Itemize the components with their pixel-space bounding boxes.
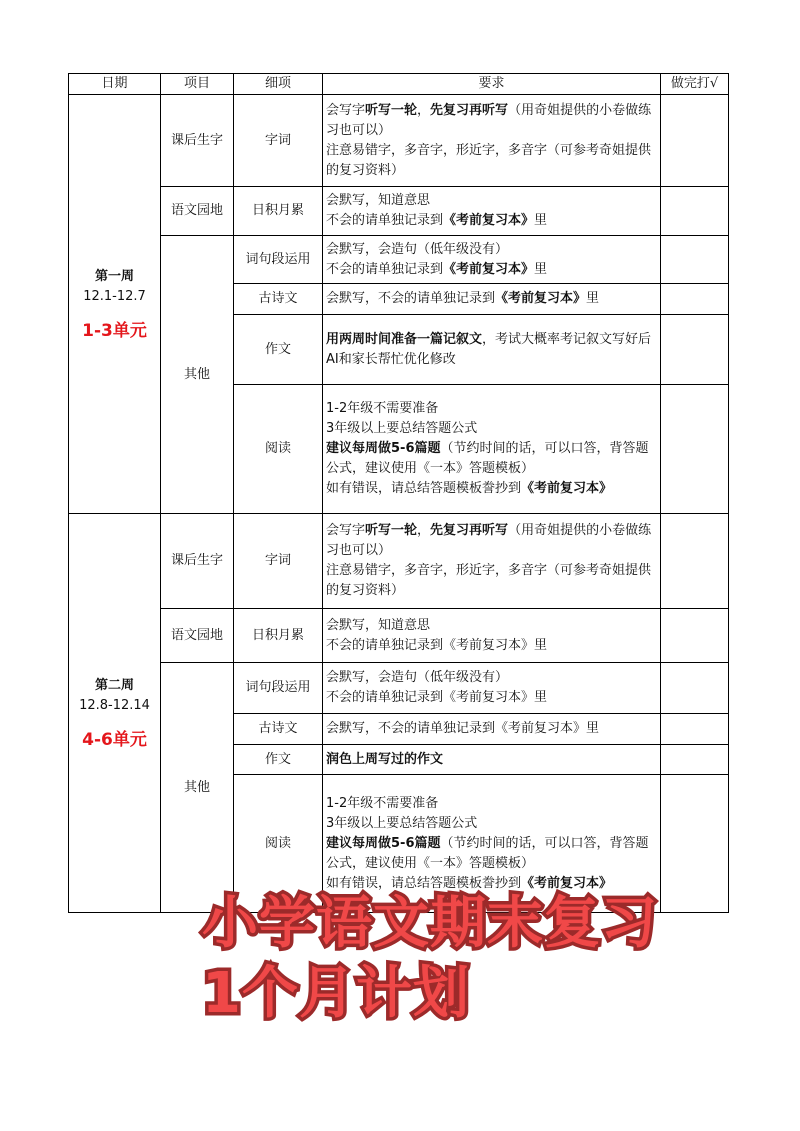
requirement-text: 会写字 — [326, 523, 366, 538]
table-row — [69, 514, 729, 609]
requirement-text: 先复习再听写 — [430, 102, 509, 118]
requirement-cell — [323, 385, 661, 514]
week-title: 第二周 — [94, 678, 134, 693]
requirement-text: 里 — [586, 721, 600, 736]
header-item: 项目 — [161, 74, 234, 95]
requirement-line — [326, 479, 657, 499]
requirement-text: 建议每周做5-6篇题 — [326, 441, 441, 456]
requirement-text: 不会的请单独记录到 — [326, 213, 444, 228]
done-checkbox-cell[interactable] — [661, 514, 729, 609]
requirement-text: 不会的请单独记录到 — [326, 690, 444, 705]
item-cell: 其他 — [161, 236, 234, 514]
detail-cell: 词句段运用 — [234, 236, 323, 284]
done-checkbox-cell[interactable] — [661, 663, 729, 714]
requirement-text: 里 — [534, 690, 548, 705]
requirement-line — [326, 101, 657, 141]
requirement-text: （节约时间的话，可以口答，背答题公式，建议使用《一本》答题模板） — [326, 441, 649, 476]
requirement-line — [326, 636, 657, 656]
detail-cell: 词句段运用 — [234, 663, 323, 714]
done-checkbox-cell[interactable] — [661, 609, 729, 663]
requirement-text: 里 — [534, 637, 548, 653]
requirement-text: 润色上周写过的作文 — [326, 751, 444, 767]
requirement-cell — [323, 514, 661, 609]
requirement-text: 里 — [586, 291, 600, 306]
done-checkbox-cell[interactable] — [661, 95, 729, 187]
requirement-text: 会默写，知道意思 — [326, 617, 431, 633]
requirement-line — [326, 289, 657, 309]
requirement-text: 如有错误，请总结答题模板誊抄到 — [326, 875, 522, 891]
requirement-text: 1-2年级不需要准备 — [326, 795, 439, 811]
item-cell: 课后生字 — [161, 95, 234, 187]
requirement-line — [326, 141, 657, 181]
done-checkbox-cell[interactable] — [661, 714, 729, 745]
header-row — [69, 74, 729, 95]
table-row — [69, 95, 729, 187]
week-units: 4-6单元 — [82, 730, 147, 750]
requirement-text: ， — [417, 102, 431, 118]
item-cell: 课后生字 — [161, 514, 234, 609]
requirement-line — [326, 419, 657, 439]
requirement-text: 《考前复习本》 — [443, 637, 535, 653]
done-checkbox-cell[interactable] — [661, 187, 729, 236]
requirement-line — [326, 668, 657, 688]
requirement-line — [326, 211, 657, 231]
requirement-text: 里 — [534, 213, 548, 228]
requirement-line — [326, 794, 657, 814]
requirement-text: 《考前复习本》 — [521, 875, 613, 891]
requirement-cell — [323, 663, 661, 714]
requirement-line — [326, 191, 657, 211]
requirement-text: ， — [417, 523, 431, 538]
done-checkbox-cell[interactable] — [661, 236, 729, 284]
done-checkbox-cell[interactable] — [661, 775, 729, 913]
table-row — [69, 187, 729, 236]
requirement-text: 注意易错字，多音字，形近字，多音字（可参考奇姐提供的复习资料） — [326, 142, 652, 178]
detail-cell: 字词 — [234, 514, 323, 609]
item-cell: 语文园地 — [161, 187, 234, 236]
requirement-line — [326, 439, 657, 479]
detail-cell: 阅读 — [234, 775, 323, 913]
requirement-text: 《考前复习本》 — [443, 261, 535, 277]
requirement-text: 3年级以上要总结答题公式 — [326, 815, 478, 831]
requirement-text: 《考前复习本》 — [495, 291, 587, 306]
detail-cell: 作文 — [234, 315, 323, 385]
requirement-text: （用奇姐提供的小卷做练习也可以） — [326, 102, 652, 138]
requirement-line — [326, 814, 657, 834]
requirement-text: 不会的请单独记录到 — [326, 261, 444, 277]
requirement-text: （节约时间的话，可以口答，背答题公式，建议使用《一本》答题模板） — [326, 835, 649, 871]
done-checkbox-cell[interactable] — [661, 284, 729, 315]
detail-cell: 作文 — [234, 745, 323, 775]
requirement-text: 1-2年级不需要准备 — [326, 401, 439, 416]
table-row — [69, 236, 729, 284]
requirement-text: 会默写，会造句（低年级没有） — [326, 670, 509, 685]
detail-cell: 字词 — [234, 95, 323, 187]
requirement-text: 如有错误，请总结答题模板誊抄到 — [326, 481, 522, 496]
requirement-text: 会默写，会造句（低年级没有） — [326, 241, 509, 257]
requirement-line — [326, 561, 657, 601]
detail-cell: 阅读 — [234, 385, 323, 514]
requirement-text: 会默写，知道意思 — [326, 193, 431, 208]
requirement-text: 《考前复习本》 — [495, 721, 587, 736]
requirement-text: 听写一轮 — [365, 102, 418, 118]
requirement-text: ，考试大概率考记叙文写好后AI和家长帮忙优化修改 — [326, 331, 652, 367]
detail-cell: 日积月累 — [234, 609, 323, 663]
week-title: 第一周 — [94, 269, 134, 284]
requirement-line — [326, 240, 657, 260]
header-done-check: 做完打√ — [661, 74, 729, 95]
requirement-text: 会默写，不会的请单独记录到 — [326, 291, 496, 306]
requirement-text: 3年级以上要总结答题公式 — [326, 421, 478, 436]
week-cell — [69, 95, 161, 514]
requirement-line — [326, 750, 657, 770]
requirement-cell — [323, 609, 661, 663]
done-checkbox-cell[interactable] — [661, 315, 729, 385]
table-row — [69, 609, 729, 663]
week-units: 1-3单元 — [82, 321, 147, 341]
requirement-line — [326, 719, 657, 739]
review-plan-table — [68, 73, 729, 913]
overlay-title-line2: 1个月计划 — [202, 961, 470, 1026]
week-dates: 12.1-12.7 — [83, 289, 146, 304]
requirement-line — [326, 616, 657, 636]
requirement-text: 会写字 — [326, 102, 366, 118]
done-checkbox-cell[interactable] — [661, 385, 729, 514]
requirement-cell — [323, 284, 661, 315]
header-date: 日期 — [69, 74, 161, 95]
requirement-line — [326, 330, 657, 370]
requirement-cell — [323, 236, 661, 284]
requirement-text: 用两周时间准备一篇记叙文 — [326, 331, 483, 347]
detail-cell: 古诗文 — [234, 284, 323, 315]
requirement-line — [326, 260, 657, 280]
requirement-cell — [323, 95, 661, 187]
requirement-line — [326, 521, 657, 561]
requirement-text: 先复习再听写 — [430, 523, 509, 538]
week-dates: 12.8-12.14 — [79, 698, 150, 713]
item-cell: 语文园地 — [161, 609, 234, 663]
requirement-text: 里 — [534, 261, 548, 277]
requirement-line — [326, 399, 657, 419]
table-row — [69, 663, 729, 714]
requirement-text: 《考前复习本》 — [443, 690, 535, 705]
requirement-text: 注意易错字，多音字，形近字，多音字（可参考奇姐提供的复习资料） — [326, 563, 652, 598]
requirement-cell — [323, 745, 661, 775]
requirement-text: 不会的请单独记录到 — [326, 637, 444, 653]
requirement-cell — [323, 315, 661, 385]
header-detail: 细项 — [234, 74, 323, 95]
requirement-line — [326, 834, 657, 874]
detail-cell: 日积月累 — [234, 187, 323, 236]
requirement-text: 《考前复习本》 — [521, 481, 613, 496]
requirement-cell — [323, 187, 661, 236]
requirement-cell — [323, 714, 661, 745]
requirement-text: （用奇姐提供的小卷做练习也可以） — [326, 523, 652, 558]
detail-cell: 古诗文 — [234, 714, 323, 745]
requirement-text: 会默写，不会的请单独记录到 — [326, 721, 496, 736]
item-cell: 其他 — [161, 663, 234, 913]
header-requirement: 要求 — [323, 74, 661, 95]
requirement-text: 听写一轮 — [365, 523, 418, 538]
requirement-line — [326, 688, 657, 708]
week-cell — [69, 514, 161, 913]
requirement-text: 建议每周做5-6篇题 — [326, 835, 441, 851]
done-checkbox-cell[interactable] — [661, 745, 729, 775]
requirement-text: 《考前复习本》 — [443, 213, 535, 228]
overlay-title-line1: 小学语文期末复习 — [202, 891, 658, 956]
